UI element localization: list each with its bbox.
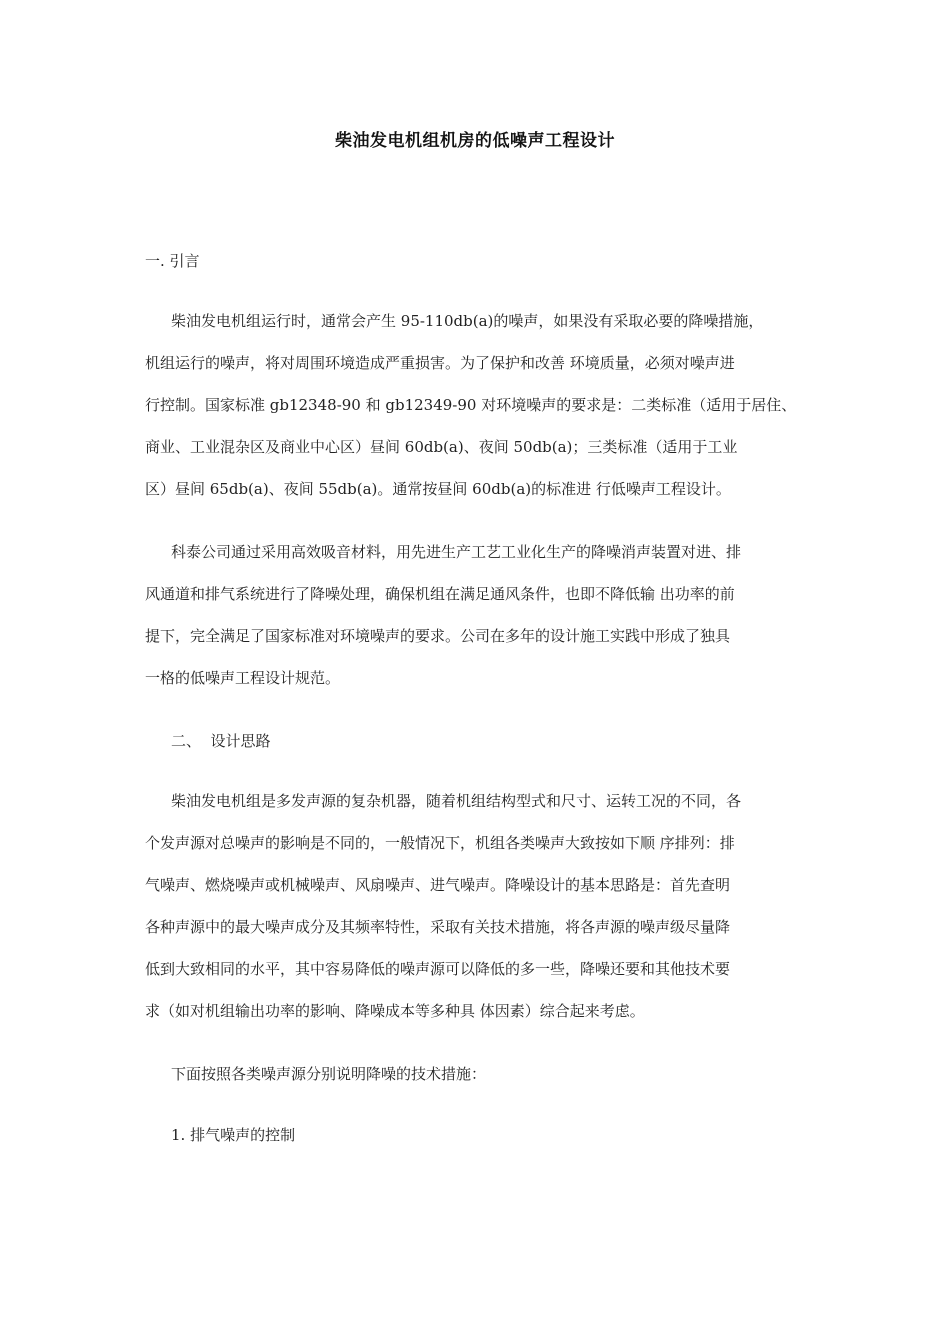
subsection-heading-exhaust-noise: 1. 排气噪声的控制 xyxy=(171,1126,296,1144)
section-heading-design-approach: 二、 设计思路 xyxy=(171,732,271,750)
paragraph-line: 求（如对机组输出功率的影响、降噪成本等多种具 体因素）综合起来考虑。 xyxy=(145,1002,645,1020)
paragraph-line: 风通道和排气系统进行了降噪处理，确保机组在满足通风条件，也即不降低输 出功率的前 xyxy=(145,585,735,603)
paragraph-line: 柴油发电机组是多发声源的复杂机器，随着机组结构型式和尺寸、运转工况的不同，各 xyxy=(171,792,742,810)
paragraph-line: 低到大致相同的水平，其中容易降低的噪声源可以降低的多一些，降噪还要和其他技术要 xyxy=(145,960,731,978)
paragraph-measures-intro: 下面按照各类噪声源分别说明降噪的技术措施： xyxy=(171,1065,487,1083)
paragraph-line: 科泰公司通过采用高效吸音材料，用先进生产工艺工业化生产的降噪消声装置对进、排 xyxy=(171,543,742,561)
paragraph-line: 气噪声、燃烧噪声或机械噪声、风扇噪声、进气噪声。降噪设计的基本思路是：首先查明 xyxy=(145,876,731,894)
paragraph-line: 区）昼间 65db(a)、夜间 55db(a)。通常按昼间 60db(a)的标准进 行低噪声工程设计。 xyxy=(145,480,731,498)
paragraph-line: 行控制。国家标准 gb12348-90 和 gb12349-90 对环境噪声的要求是：二类标准（适用于居住、 xyxy=(145,396,797,414)
paragraph-introduction-2 xyxy=(145,542,820,710)
paragraph-design-approach xyxy=(145,791,820,1043)
document-title: 柴油发电机组机房的低噪声工程设计 xyxy=(335,131,615,151)
paragraph-line: 个发声源对总噪声的影响是不同的，一般情况下，机组各类噪声大致按如下顺 序排列：排 xyxy=(145,834,735,852)
paragraph-line: 提下，完全满足了国家标准对环境噪声的要求。公司在多年的设计施工实践中形成了独具 xyxy=(145,627,731,645)
paragraph-line: 柴油发电机组运行时，通常会产生 95-110db(a)的噪声，如果没有采取必要的降噪措施， xyxy=(171,312,764,330)
paragraph-introduction-1 xyxy=(145,311,820,521)
paragraph-line: 商业、工业混杂区及商业中心区）昼间 60db(a)、夜间 50db(a)；三类标准（适用于工业 xyxy=(145,438,738,456)
section-heading-introduction: 一. 引言 xyxy=(145,252,200,270)
paragraph-line: 机组运行的噪声，将对周围环境造成严重损害。为了保护和改善 环境质量，必须对噪声进 xyxy=(145,354,735,372)
paragraph-line: 各种声源中的最大噪声成分及其频率特性，采取有关技术措施，将各声源的噪声级尽量降 xyxy=(145,918,731,936)
paragraph-line: 一格的低噪声工程设计规范。 xyxy=(145,669,341,687)
